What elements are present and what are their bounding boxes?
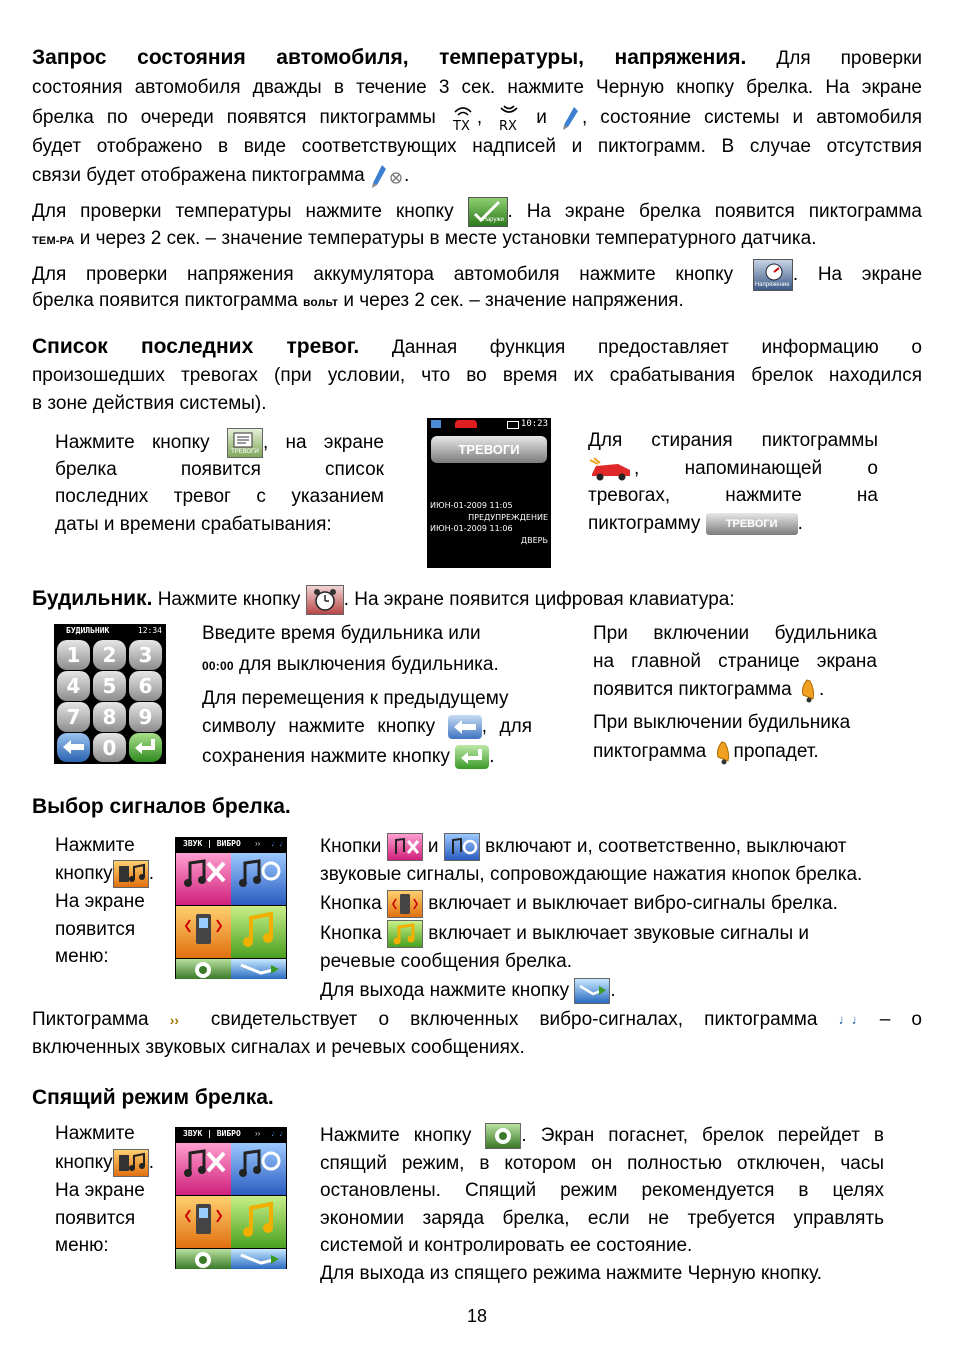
- sec2-right-l4: пиктограмму ТРЕВОГИ .: [588, 513, 803, 534]
- sec1-line3: брелка по очереди появятся пиктограммы TX , RX и , состояние системы и автомобиля: [32, 104, 922, 132]
- vibrate-phone-icon: [176, 1196, 231, 1246]
- sec3-mid-l5: сохранения нажмите кнопку .: [202, 746, 495, 767]
- music-note-icon: [231, 906, 286, 956]
- bell-icon: [712, 739, 734, 765]
- sec3-right-l1: При включении будильника: [593, 623, 877, 644]
- alarm-row2-date: ИЮН-01-2009 11:06: [430, 524, 513, 533]
- key-7[interactable]: 7: [57, 702, 90, 732]
- sec1-line4: будет отображено в виде соответствующих надписей и пиктограмм. В случае отсутствия: [32, 136, 922, 157]
- sound-vibro-button-icon: [113, 860, 149, 888]
- sec2-left-l3: последних тревог с указанием: [55, 486, 384, 507]
- sec5-right-l5: системой и контролировать ее состояние.: [320, 1235, 693, 1256]
- battery-icon: [507, 421, 519, 429]
- sec4-left-l1: Нажмите: [55, 835, 135, 856]
- key-0[interactable]: 0: [93, 733, 126, 762]
- outside-temp-button-icon: Наружи: [468, 197, 508, 227]
- sec2-left-l2: брелка появится список: [55, 459, 384, 480]
- sec5-right-l2: спящий режим, в котором он полностью отключен, часы: [320, 1153, 884, 1174]
- sec1-temp-line2: ТЕМ-РА и через 2 сек. – значение температуры в месте установки температурного датчика.: [32, 228, 817, 249]
- rx-icon: [495, 104, 523, 132]
- sound-off-button[interactable]: [176, 1143, 231, 1195]
- bell-icon: [797, 677, 819, 703]
- sleep-menu-title: ЗВУК | ВИБРО: [183, 1129, 241, 1138]
- sec1-volt-line2: брелка появится пиктограмма вольт и через 2 сек. – значение напряжения.: [32, 290, 684, 311]
- sec5-right-l6: Для выхода из спящего режима нажмите Черную кнопку.: [320, 1263, 822, 1284]
- power-button-icon: [485, 1123, 521, 1149]
- note-circle-icon: [231, 1143, 286, 1183]
- key-1[interactable]: 1: [57, 640, 90, 670]
- sound-on-button[interactable]: [231, 1143, 286, 1195]
- sec5-right-l1: Нажмите кнопку . Экран погаснет, брелок перейдет в: [320, 1122, 884, 1150]
- voltage-button-icon: Напряжение: [753, 259, 793, 291]
- back-button-icon: [448, 715, 482, 739]
- sound-off-button[interactable]: [176, 853, 231, 905]
- sound-on-button-icon: [444, 833, 480, 861]
- sound-indicator-icon: ♩♩: [271, 1129, 287, 1138]
- sec1-temp-line1: Для проверки температуры нажмите кнопку Наружи . На экране брелка появится пиктограмма: [32, 197, 922, 227]
- sec4-right-l5: речевые сообщения брелка.: [320, 951, 573, 972]
- sec4-right-l6: Для выхода нажмите кнопку .: [320, 977, 910, 1005]
- sec3-right-l5: пиктограмма пропадет.: [593, 738, 877, 766]
- sec1-heading: Запрос состояния автомобиля, температуры, напряжения.: [32, 46, 747, 69]
- tx-icon: [449, 104, 477, 132]
- voice-sound-button-icon: [387, 920, 423, 948]
- sec3-heading: Будильник.: [32, 587, 153, 611]
- exit-button-icon: [574, 978, 610, 1004]
- sec4-bottom-l2: включенных звуковых сигналах и речевых сообщениях.: [32, 1037, 525, 1058]
- exit-arrow-icon: [231, 959, 286, 979]
- sec5-left-l4: появится: [55, 1208, 136, 1229]
- sec5-left-l5: меню:: [55, 1235, 109, 1256]
- key-8[interactable]: 8: [93, 702, 126, 732]
- alarm-car-icon: [455, 420, 477, 428]
- music-note-icon: [231, 1196, 286, 1246]
- sec2-line3: в зоне действия системы).: [32, 393, 267, 414]
- sound-vibro-menu-screen: [175, 837, 287, 979]
- exit-arrow-icon: [231, 1249, 286, 1269]
- sec4-left-l3: На экране: [55, 891, 145, 912]
- sec3-mid-l4: символу нажмите кнопку , для: [202, 716, 532, 737]
- sound-indicator-icon: ♩♩: [271, 839, 287, 848]
- key-4[interactable]: 4: [57, 671, 90, 701]
- sec4-right-l3: Кнопка включает и выключает вибро-сигналы брелка.: [320, 890, 910, 918]
- sec4-left-l4: появится: [55, 919, 136, 940]
- alarm-list-screen: [427, 418, 551, 568]
- page-number: 18: [466, 1306, 488, 1326]
- sec2-heading: Список последних тревог.: [32, 335, 360, 358]
- vibro-indicator-icon: ››: [169, 1011, 180, 1028]
- sec3-right-l3: появится пиктограмма .: [593, 676, 877, 704]
- back-arrow-icon: [57, 733, 90, 762]
- alarm-screen-time: 10:23: [520, 419, 548, 429]
- key-5[interactable]: 5: [93, 671, 126, 701]
- sec4-right-l4: Кнопка включает и выключает звуковые сигналы и: [320, 920, 910, 948]
- sec5-left-l1: Нажмите: [55, 1123, 135, 1144]
- keypad-screen-title: БУДИЛЬНИК: [66, 626, 110, 635]
- note-circle-icon: [231, 853, 286, 893]
- svg-text:RX: RX: [499, 119, 518, 132]
- key-9[interactable]: 9: [129, 702, 162, 732]
- sec5-right-l4: экономии заряда брелка, если не требуется управлять: [320, 1208, 884, 1229]
- alarm-car-icon: [588, 456, 634, 482]
- sleep-menu-screen: [175, 1127, 287, 1269]
- sec4-right-l2: звуковые сигналы, сопровождающие нажатия кнопок брелка.: [320, 864, 863, 885]
- sec4-heading: Выбор сигналов брелка.: [32, 795, 291, 818]
- sec2-right-l1: Для стирания пиктограммы: [588, 430, 878, 451]
- voice-sound-button[interactable]: [231, 1196, 286, 1248]
- power-button[interactable]: [176, 1249, 231, 1269]
- sec5-heading: Спящий режим брелка.: [32, 1086, 274, 1109]
- sec2-line2: произошедших тревогах (при условии, что во время их срабатывания брелок находился: [32, 365, 922, 386]
- sec1-line2: состояния автомобиля дважды в течение 3 сек. нажмите Черную кнопку брелка. На экране: [32, 77, 922, 98]
- key-enter[interactable]: [129, 733, 162, 762]
- note-cross-icon: [176, 853, 231, 893]
- exit-button[interactable]: [231, 1249, 286, 1269]
- no-link-icon: [370, 163, 404, 189]
- car-status-icon: [431, 420, 441, 428]
- sec3-right-l2: на главной странице экрана: [593, 651, 877, 672]
- tempra-label: ТЕМ-РА: [32, 235, 75, 247]
- sec2-line1: Список последних тревог. Данная функция предоставляет информацию о: [32, 335, 922, 358]
- enter-arrow-icon: [129, 733, 162, 762]
- alarm-row2-event: ДВЕРЬ: [520, 536, 548, 545]
- sec4-left-l5: меню:: [55, 946, 109, 967]
- power-icon: [176, 1249, 231, 1269]
- link-ok-icon: [560, 105, 582, 131]
- sec1-line5: связи будет отображена пиктограмма .: [32, 162, 922, 190]
- sec3-mid-l1: Введите время будильника или: [202, 623, 481, 644]
- voice-sound-button[interactable]: [231, 906, 286, 958]
- enter-button-icon: [455, 745, 489, 769]
- alarm-screen-title-button[interactable]: ТРЕВОГИ: [431, 436, 547, 463]
- sec2-right-l2: , напоминающей о: [588, 455, 878, 483]
- power-button[interactable]: [176, 959, 231, 979]
- power-icon: [176, 959, 231, 979]
- alarm-keypad-screen: [54, 624, 166, 764]
- sec4-right-l1: Кнопки и включают и, соответственно, выключают: [320, 833, 900, 861]
- sec3-right-l4: При выключении будильника: [593, 712, 851, 733]
- volt-label: вольт: [302, 295, 339, 309]
- exit-button[interactable]: [231, 959, 286, 979]
- sec2-left-l4: даты и времени срабатывания:: [55, 514, 332, 535]
- key-2[interactable]: 2: [93, 640, 126, 670]
- key-back[interactable]: [57, 733, 90, 762]
- alarm-row1-date: ИЮН-01-2009 11:05: [430, 501, 513, 510]
- sec3-line1: Будильник. Нажмите кнопку . На экране появится цифровая клавиатура:: [32, 585, 922, 615]
- sec5-right-l3: остановлены. Спящий режим рекомендуется в целях: [320, 1180, 884, 1201]
- key-6[interactable]: 6: [129, 671, 162, 701]
- sec2-right-l3: тревогах, нажмите на: [588, 485, 878, 506]
- vibro-button-icon: [387, 890, 423, 918]
- vibrate-phone-icon: [176, 906, 231, 956]
- svg-text:TX: TX: [452, 119, 470, 132]
- alarm-list-button-icon: ТРЕВОГИ: [227, 428, 263, 458]
- sec1-lead: Для проверки: [776, 48, 922, 69]
- keypad-screen-time: 12:34: [137, 626, 162, 635]
- sec5-left-l3: На экране: [55, 1180, 145, 1201]
- alarms-clear-button[interactable]: ТРЕВОГИ: [706, 513, 798, 535]
- alarm-row1-event: ПРЕДУПРЕЖДЕНИЕ: [468, 513, 548, 522]
- sound-on-button[interactable]: [231, 853, 286, 905]
- sec1-volt-line1: Для проверки напряжения аккумулятора автомобиля нажмите кнопку Напряжение . На экране: [32, 259, 922, 291]
- sec1-line1: [32, 44, 922, 73]
- vibro-button[interactable]: [176, 906, 231, 958]
- sound-indicator-icon: ♩♩: [838, 1011, 865, 1027]
- note-cross-icon: [176, 1143, 231, 1183]
- key-3[interactable]: 3: [129, 640, 162, 670]
- sound-vibro-button-icon: [113, 1149, 149, 1177]
- vibro-indicator-icon: ››: [255, 839, 261, 848]
- sec4-left-l2: кнопку .: [55, 860, 154, 888]
- sound-off-button-icon: [387, 833, 423, 861]
- sec5-left-l2: кнопку .: [55, 1149, 154, 1177]
- vibro-button[interactable]: [176, 1196, 231, 1248]
- sec3-mid-l2: 00:00 для выключения будильника.: [202, 654, 499, 675]
- sec2-left-l1: Нажмите кнопку ТРЕВОГИ , на экране: [55, 428, 384, 458]
- sec3-mid-l3: Для перемещения к предыдущему: [202, 688, 509, 709]
- vibro-indicator-icon: ››: [255, 1129, 261, 1138]
- sound-menu-title: ЗВУК | ВИБРО: [183, 839, 241, 848]
- sec4-bottom-l1: Пиктограмма ›› свидетельствует о включенных вибро-сигналах, пиктограмма ♩♩ – о: [32, 1009, 922, 1030]
- alarm-clock-button-icon: [306, 585, 344, 615]
